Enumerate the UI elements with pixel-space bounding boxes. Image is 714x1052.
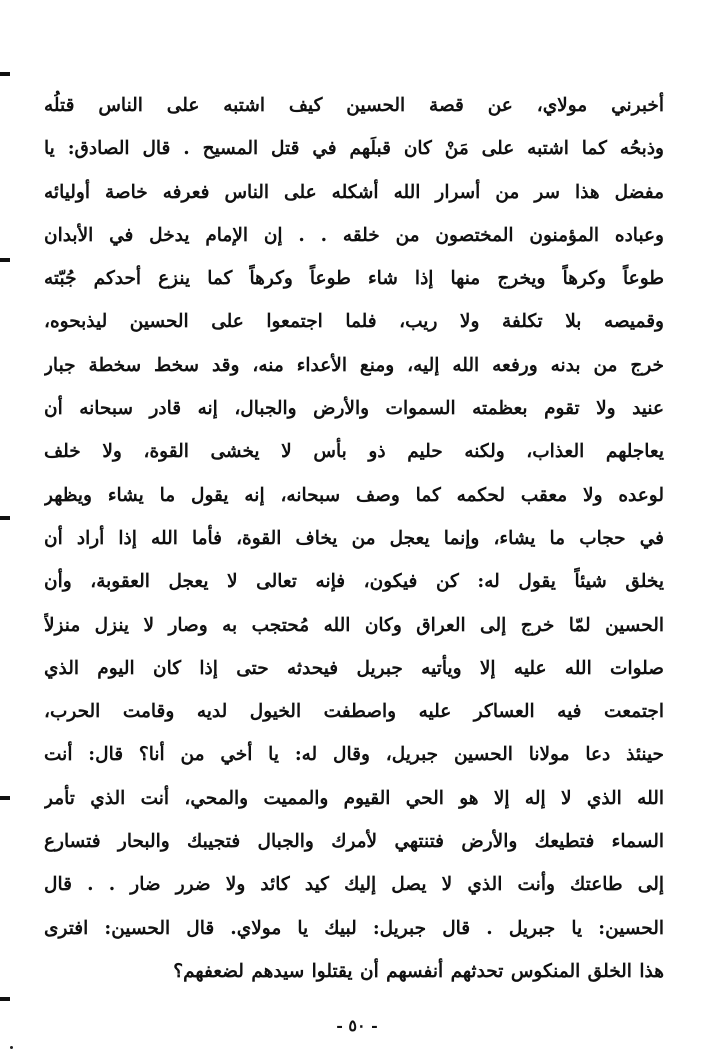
text-line: هذا الخلق المنكوس تحدثهم أنفسهم أن يقتلوا سيدهم لضعفهم؟ [173,960,664,982]
text-line: مفضل هذا سر من أسرار الله أشكله على الناس فعرفه خاصة أوليائه [44,181,664,203]
text-line: وقميصه بلا تكلفة ولا ريب، فلما اجتمعوا على الحسين ليذبحوه، [44,311,664,333]
text-line: خرج من بدنه ورفعه الله إليه، ومنع الأعداء منه، وقد سخط سخطة جبار [44,354,664,376]
margin-mark [0,516,10,520]
page-number: - ٥٠ - [336,1016,378,1035]
text-line: اجتمعت فيه العساكر عليه واصطفت الخيول لديه وقامت الحرب، [44,701,664,723]
margin-mark [0,258,10,262]
text-line: أخبرني مولاي، عن قصة الحسين كيف اشتبه على الناس قتلُه [44,95,664,116]
text-line: في حجاب ما يشاء، وإنما يعجل من يخاف القوة، فأما الله إذا أراد أن [44,527,664,549]
text-line: وعباده المؤمنون المختصون من خلقه . . إن الإمام يدخل في الأبدان [44,224,664,246]
text-line: يعاجلهم العذاب، ولكنه حليم ذو بأس لا يخشى القوة، ولا خلف [44,441,664,463]
scan-speck [10,1046,13,1049]
text-line: وذبحُه كما اشتبه على مَنْ كان قبلَهم في قتل المسيح . قال الصادق: يا [44,138,664,160]
margin-mark [0,997,10,1001]
margin-mark [0,72,10,76]
text-line: إلى طاعتك وأنت الذي لا يصل إليك كيد كائد ولا ضرر ضار . . قال [44,874,664,896]
text-line: عنيد ولا تقوم بعظمته السموات والأرض والجبال، إنه قادر سبحانه أن [44,398,664,420]
text-line: لوعده ولا معقب لحكمه كما وصف سبحانه، إنه يقول ما يشاء ويظهر [44,484,664,506]
text-line: حينئذ دعا مولانا الحسين جبريل، وقال له: يا أخي من أنا؟ قال: أنت [44,744,664,766]
text-line: صلوات الله عليه إلا ويأتيه جبريل فيحدثه حتى إذا كان اليوم الذي [44,657,664,679]
text-line: الله الذي لا إله إلا هو الحي القيوم والمميت والمحي، أنت الذي تأمر [44,787,664,809]
body-text [44,84,664,993]
text-line: الحسين لمّا خرج إلى العراق وكان الله مُحتجب به وصار لا ينزل منزلاً [44,614,664,636]
text-line: الحسين: يا جبريل . قال جبريل: لبيك يا مولاي. قال الحسين: افترى [44,917,664,939]
text-line: طوعاً وكرهاً ويخرج منها إذا شاء طوعاً وكرهاً كما ينزع أحدكم جُبّته [44,268,664,290]
margin-mark [0,796,10,800]
text-line: يخلق شيئاً يقول له: كن فيكون، فإنه تعالى لا يعجل العقوبة، وأن [44,571,664,593]
text-line: السماء فتطيعك والأرض فتنتهي لأمرك والجبال فتجيبك والبحار فتسارع [44,831,664,853]
